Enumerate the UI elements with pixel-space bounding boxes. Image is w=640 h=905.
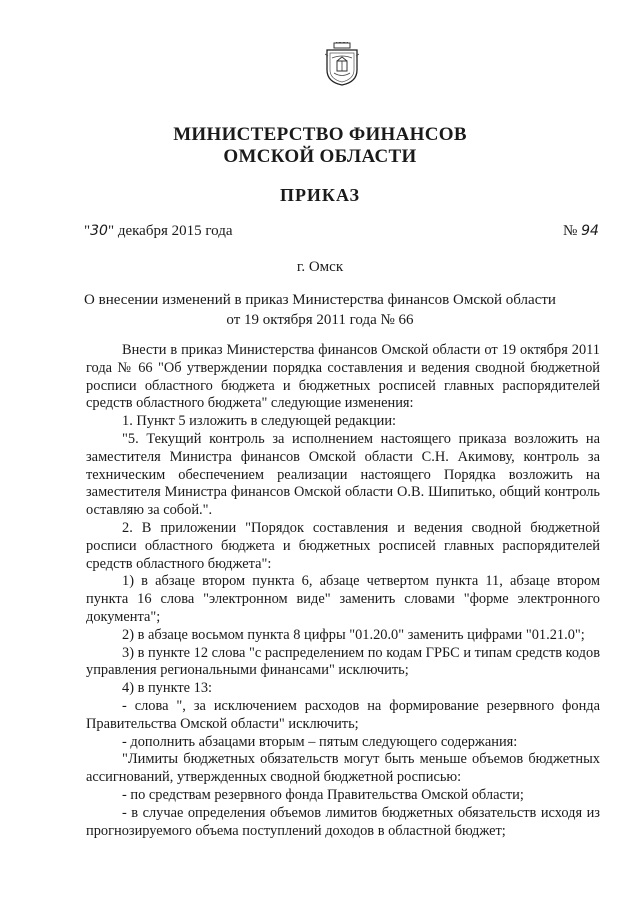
paragraph: 2. В приложении "Порядок составления и ведения сводной бюджетной росписи областного бюджета и бюджетных росписей главных распорядителей средств областного бюджета": [86,519,600,572]
document-number [563,223,599,240]
paragraph: - в случае определения объемов лимитов бюджетных обязательств исходя из прогнозируемого объема поступлений доходов в областной бюджет; [86,804,600,839]
date-rest: " декабря 2015 года [107,223,233,239]
paragraph: - дополнить абзацами вторым – пятым следующего содержания: [122,733,518,750]
paragraph: 2) в абзаце восьмом пункта 8 цифры "01.20.0" заменить цифрами "01.21.0"; [122,626,585,643]
date-quote-open: " [84,223,91,239]
paragraph: - слова ", за исключением расходов на формирование резервного фонда Правительства Омской области" исключить; [86,697,600,732]
subject-line2: от 19 октября 2011 года № 66 [226,312,414,328]
paragraph: "5. Текущий контроль за исполнением настоящего приказа возложить на заместителя Министра финансов Омской области С.Н. Акимову, контроль за техническим обеспечением реализации настоящего Порядка возложить на заместителя Министра финансов Омской области О.В. Шипитько, общий контроль оставляю за собой.". [86,430,600,519]
paragraph: - по средствам резервного фонда Правительства Омской области; [122,786,524,803]
paragraph: 3) в пункте 12 слова "с распределением по кодам ГРБС и типам средств кодов управления региональными финансами" исключить; [86,644,600,679]
coat-of-arms-icon [325,42,359,86]
paragraph: 4) в пункте 13: [122,680,213,697]
paragraph: 1) в абзаце втором пункта 6, абзаце четвертом пункта 11, абзаце втором пункта 16 слова "электронном виде" заменить словами "форме электронного документа"; [86,573,600,625]
paragraph: Внести в приказ Министерства финансов Омской области от 19 октября 2011 года № 66 "Об утверждении порядка составления и ведения сводной бюджетной росписи областного бюджета и бюджетных росписей главных распорядителей средств областного бюджета" следующие изменения: [86,342,600,412]
paragraph: 1. Пункт 5 изложить в следующей редакции: [122,413,397,430]
document-body [86,342,600,840]
document-date [84,223,233,240]
org-name-line2: ОМСКОЙ ОБЛАСТИ [223,146,417,167]
city: г. Омск [296,259,344,275]
subject-line1: О внесении изменений в приказ Министерства финансов Омской области [84,292,556,308]
date-day-handwritten: 30 [90,223,108,239]
document-type: ПРИКАЗ [279,185,361,205]
number-value-handwritten: 94 [581,223,599,239]
paragraph: "Лимиты бюджетных обязательств могут быть меньше объемов бюджетных ассигнований, утвержденных сводной бюджетной росписью: [86,751,600,786]
org-name-line1: МИНИСТЕРСТВО ФИНАНСОВ [173,124,467,145]
number-label: № [563,223,578,239]
